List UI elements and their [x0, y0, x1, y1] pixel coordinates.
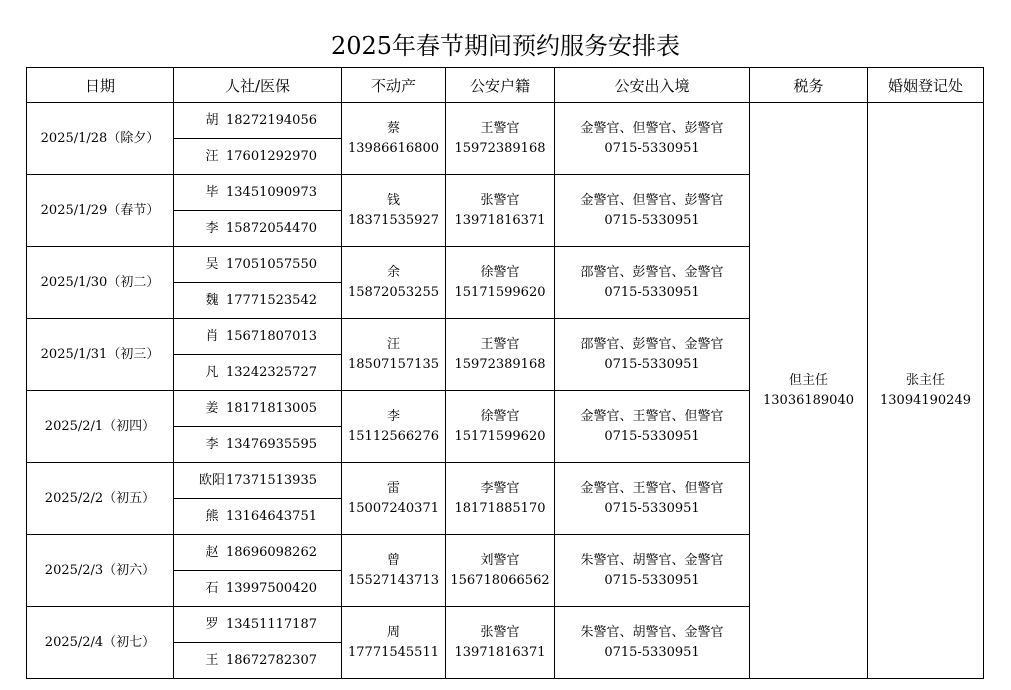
realestate-name: 雷: [386, 480, 400, 496]
hr-contact-name: 肖: [205, 328, 219, 344]
date-cell: 2025/1/28（除夕）: [27, 103, 174, 175]
hr-contact-cell: [174, 535, 342, 571]
realestate-cell: [342, 103, 446, 175]
household-phone: 15171599620: [454, 284, 546, 300]
hr-contact-phone: 15671807013: [226, 328, 317, 344]
household-cell: [446, 607, 555, 679]
hr-contact-name: 吴: [205, 256, 219, 272]
hr-contact-name: 魏: [205, 292, 219, 308]
marriage-phone: 13094190249: [880, 392, 971, 408]
household-cell: [446, 535, 555, 607]
exitentry-cell: [555, 319, 750, 391]
realestate-cell: [342, 535, 446, 607]
realestate-phone: 13986616800: [348, 140, 439, 156]
hr-contact-phone: 13997500420: [226, 580, 317, 596]
household-cell: [446, 103, 555, 175]
hr-contact-name: 李: [205, 436, 219, 452]
hr-contact-phone: 13476935595: [226, 436, 317, 452]
hr-contact-phone: 17051057550: [226, 256, 317, 272]
exitentry-cell: [555, 463, 750, 535]
realestate-name: 钱: [386, 192, 400, 208]
realestate-phone: 18371535927: [348, 212, 439, 228]
marriage-name: 张主任: [905, 372, 945, 388]
hr-contact-phone: 17371513935: [226, 472, 317, 488]
hr-contact-cell: [174, 355, 342, 391]
hr-contact-name: 欧阳: [198, 472, 225, 488]
hr-contact-cell: [174, 211, 342, 247]
hr-contact-cell: [174, 391, 342, 427]
hr-contact-name: 石: [205, 580, 219, 596]
header-date: 日期: [27, 68, 174, 103]
hr-contact-cell: [174, 499, 342, 535]
hr-contact-cell: [174, 571, 342, 607]
exitentry-phone: 0715-5330951: [604, 284, 700, 300]
tax-phone: 13036189040: [763, 392, 854, 408]
household-cell: [446, 319, 555, 391]
hr-contact-name: 凡: [205, 364, 219, 380]
realestate-phone: 15007240371: [348, 500, 439, 516]
household-phone: 15171599620: [454, 428, 546, 444]
realestate-name: 曾: [386, 552, 400, 568]
header-realestate: 不动产: [342, 68, 446, 103]
hr-contact-phone: 18672782307: [226, 652, 317, 668]
exitentry-names: 金警官、王警官、但警官: [580, 480, 724, 496]
household-name: 刘警官: [480, 552, 520, 568]
household-cell: [446, 247, 555, 319]
tax-name: 但主任: [788, 372, 828, 388]
household-phone: 15972389168: [454, 140, 546, 156]
hr-contact-name: 赵: [205, 544, 219, 560]
schedule-body: [27, 103, 984, 679]
hr-contact-phone: 13451117187: [226, 616, 317, 632]
date-cell: 2025/1/31（初三）: [27, 319, 174, 391]
realestate-name: 蔡: [386, 120, 400, 136]
header-row: [27, 68, 984, 103]
hr-contact-cell: [174, 103, 342, 139]
household-cell: [446, 463, 555, 535]
hr-contact-name: 熊: [205, 508, 219, 524]
date-cell: 2025/2/4（初七）: [27, 607, 174, 679]
marriage-cell: [868, 103, 984, 679]
exitentry-names: 朱警官、胡警官、金警官: [580, 624, 724, 640]
hr-contact-name: 汪: [205, 148, 219, 164]
household-phone: 15972389168: [454, 356, 546, 372]
hr-contact-phone: 17771523542: [226, 292, 317, 308]
realestate-phone: 18507157135: [348, 356, 439, 372]
date-cell: 2025/1/30（初二）: [27, 247, 174, 319]
table-row: [27, 103, 984, 139]
hr-contact-phone: 18696098262: [226, 544, 317, 560]
hr-contact-name: 毕: [205, 184, 219, 200]
exitentry-names: 金警官、王警官、但警官: [580, 408, 724, 424]
schedule-table: [26, 67, 984, 679]
hr-contact-phone: 13451090973: [226, 184, 317, 200]
household-name: 张警官: [480, 624, 520, 640]
hr-contact-cell: [174, 139, 342, 175]
hr-contact-cell: [174, 319, 342, 355]
hr-contact-cell: [174, 247, 342, 283]
exitentry-names: 邵警官、彭警官、金警官: [580, 264, 724, 280]
realestate-cell: [342, 175, 446, 247]
exitentry-names: 邵警官、彭警官、金警官: [580, 336, 724, 352]
exitentry-names: 金警官、但警官、彭警官: [580, 192, 724, 208]
household-name: 张警官: [480, 192, 520, 208]
household-name: 徐警官: [480, 264, 520, 280]
exitentry-cell: [555, 535, 750, 607]
household-name: 徐警官: [480, 408, 520, 424]
exitentry-phone: 0715-5330951: [604, 140, 700, 156]
exitentry-cell: [555, 391, 750, 463]
realestate-name: 周: [386, 624, 400, 640]
household-name: 王警官: [480, 120, 520, 136]
exitentry-names: 金警官、但警官、彭警官: [580, 120, 724, 136]
header-marriage: 婚姻登记处: [868, 68, 984, 103]
exitentry-phone: 0715-5330951: [604, 644, 700, 660]
header-hr: 人社/医保: [174, 68, 342, 103]
household-phone: 13971816371: [454, 644, 546, 660]
hr-contact-phone: 13242325727: [226, 364, 317, 380]
household-name: 李警官: [480, 480, 520, 496]
hr-contact-name: 王: [205, 652, 219, 668]
hr-contact-phone: 13164643751: [226, 508, 317, 524]
tax-cell: [750, 103, 868, 679]
realestate-phone: 17771545511: [348, 644, 439, 660]
realestate-name: 李: [386, 408, 400, 424]
hr-contact-phone: 18272194056: [226, 112, 317, 128]
realestate-phone: 15112566276: [348, 428, 439, 444]
header-household: 公安户籍: [446, 68, 555, 103]
date-cell: 2025/2/3（初六）: [27, 535, 174, 607]
household-phone: 18171885170: [454, 500, 546, 516]
page-title: 2025年春节期间预约服务安排表: [330, 32, 681, 60]
realestate-cell: [342, 607, 446, 679]
date-cell: 2025/1/29（春节）: [27, 175, 174, 247]
realestate-cell: [342, 391, 446, 463]
hr-contact-cell: [174, 643, 342, 679]
hr-contact-cell: [174, 175, 342, 211]
hr-contact-name: 姜: [205, 400, 219, 416]
household-name: 王警官: [480, 336, 520, 352]
hr-contact-cell: [174, 463, 342, 499]
household-phone: 156718066562: [450, 572, 550, 588]
exitentry-cell: [555, 103, 750, 175]
realestate-cell: [342, 247, 446, 319]
realestate-phone: 15872053255: [348, 284, 439, 300]
hr-contact-phone: 15872054470: [226, 220, 317, 236]
hr-contact-phone: 17601292970: [226, 148, 317, 164]
hr-contact-cell: [174, 607, 342, 643]
household-phone: 13971816371: [454, 212, 546, 228]
date-cell: 2025/2/2（初五）: [27, 463, 174, 535]
household-cell: [446, 175, 555, 247]
realestate-phone: 15527143713: [348, 572, 439, 588]
hr-contact-name: 胡: [205, 112, 219, 128]
date-cell: 2025/2/1（初四）: [27, 391, 174, 463]
household-cell: [446, 391, 555, 463]
header-exitentry: 公安出入境: [555, 68, 750, 103]
exitentry-phone: 0715-5330951: [604, 500, 700, 516]
realestate-cell: [342, 463, 446, 535]
exitentry-cell: [555, 175, 750, 247]
exitentry-cell: [555, 247, 750, 319]
exitentry-phone: 0715-5330951: [604, 356, 700, 372]
realestate-cell: [342, 319, 446, 391]
exitentry-cell: [555, 607, 750, 679]
exitentry-phone: 0715-5330951: [604, 428, 700, 444]
hr-contact-cell: [174, 283, 342, 319]
realestate-name: 余: [386, 264, 400, 280]
hr-contact-phone: 18171813005: [226, 400, 317, 416]
hr-contact-cell: [174, 427, 342, 463]
hr-contact-name: 李: [205, 220, 219, 236]
exitentry-names: 朱警官、胡警官、金警官: [580, 552, 724, 568]
realestate-name: 汪: [386, 336, 400, 352]
exitentry-phone: 0715-5330951: [604, 572, 700, 588]
hr-contact-name: 罗: [205, 616, 219, 632]
exitentry-phone: 0715-5330951: [604, 212, 700, 228]
header-tax: 税务: [750, 68, 868, 103]
